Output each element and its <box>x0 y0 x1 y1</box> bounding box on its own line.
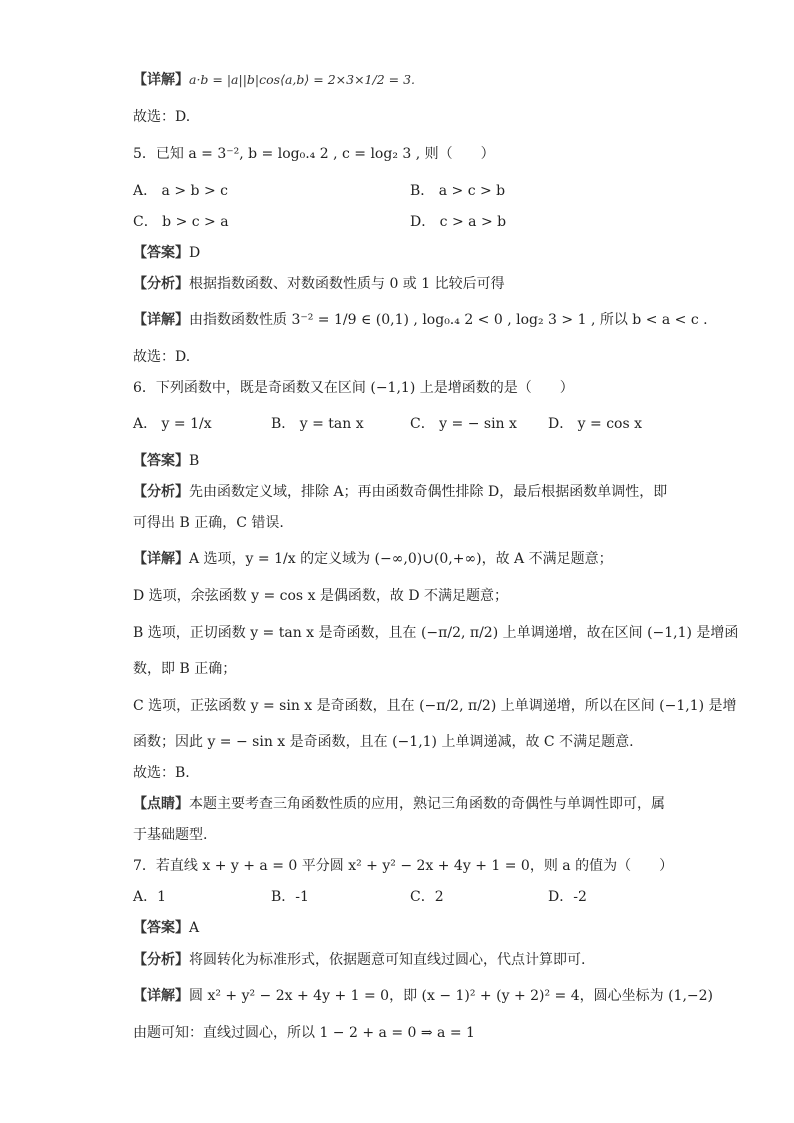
q6-analysis-1 <box>133 482 668 502</box>
q6-detail-3: B 选项，正切函数 y = tan x 是奇函数，且在 (−π/2, π/2) 上单调递增，故在区间 (−1,1) 是增函 <box>133 625 739 641</box>
answer-tag: 【答案】 <box>133 920 189 936</box>
q7-option-a: A．1 <box>133 889 167 905</box>
question-6-stem: 6．下列函数中，既是奇函数又在区间 (−1,1) 上是增函数的是（ ） <box>133 380 574 396</box>
q6-comment-2: 于基础题型. <box>133 827 208 843</box>
detail-tag: 【详解】 <box>133 312 189 328</box>
detail-tag: 【详解】 <box>133 72 189 88</box>
comment-tag: 【点睛】 <box>133 796 189 812</box>
detail-text: 由指数函数性质 3⁻² = 1/9 ∈ (0,1) , log₀.₄ 2 < 0 , log₂ 3 > 1 , 所以 b < a < c . <box>189 312 708 328</box>
detail-tag: 【详解】 <box>133 988 189 1004</box>
q7-option-b: B．-1 <box>271 889 309 905</box>
q7-option-c: C．2 <box>410 889 444 905</box>
q7-option-d: D．-2 <box>548 889 587 905</box>
detail-line-prev <box>133 70 664 90</box>
choose-line: 故选：D. <box>133 109 191 125</box>
answer-value: A <box>189 920 200 936</box>
q6-answer <box>133 451 664 471</box>
q5-option-a: A． a > b > c <box>133 183 228 199</box>
analysis-tag: 【分析】 <box>133 952 189 968</box>
question-5-stem: 5．已知 a = 3⁻², b = log₀.₄ 2 , c = log₂ 3 , 则（ ） <box>133 146 495 162</box>
answer-tag: 【答案】 <box>133 453 189 469</box>
q6-comment-1 <box>133 794 664 814</box>
analysis-text: 将圆转化为标准形式，依据题意可知直线过圆心，代点计算即可. <box>189 952 586 968</box>
q6-detail-4: 数，即 B 正确； <box>133 661 237 677</box>
answer-tag: 【答案】 <box>133 245 189 261</box>
q5-answer <box>133 243 664 263</box>
q6-option-a: A． y = 1/x <box>133 416 212 432</box>
detail-math: a·b = |a||b|cos⟨a,b⟩ = 2×3×1/2 = 3. <box>189 72 416 87</box>
answer-value: D <box>189 245 201 261</box>
q6-detail-1 <box>133 549 664 569</box>
analysis-tag: 【分析】 <box>133 484 189 500</box>
q6-detail-5: C 选项，正弦函数 y = sin x 是奇函数，且在 (−π/2, π/2) 上单调递增，所以在区间 (−1,1) 是增 <box>133 698 737 714</box>
q6-analysis-2: 可得出 B 正确，C 错误. <box>133 515 284 531</box>
analysis-tag: 【分析】 <box>133 276 189 292</box>
q5-detail <box>133 310 708 330</box>
question-7-stem: 7．若直线 x + y + a = 0 平分圆 x² + y² − 2x + 4y + 1 = 0，则 a 的值为（ ） <box>133 858 674 874</box>
answer-value: B <box>189 453 200 469</box>
q5-analysis <box>133 274 664 294</box>
q7-answer <box>133 918 664 938</box>
q6-option-b: B． y = tan x <box>271 416 364 432</box>
q7-analysis <box>133 950 664 970</box>
analysis-text: 根据指数函数、对数函数性质与 0 或 1 比较后可得 <box>189 276 505 292</box>
detail-text: A 选项，y = 1/x 的定义域为 (−∞,0)∪(0,+∞)，故 A 不满足题意； <box>189 551 613 567</box>
analysis-text: 先由函数定义域，排除 A；再由函数奇偶性排除 D，最后根据函数单调性，即 <box>189 484 668 500</box>
q6-option-d: D． y = cos x <box>548 416 643 432</box>
comment-text: 本题主要考查三角函数性质的应用，熟记三角函数的奇偶性与单调性即可，属 <box>189 796 665 812</box>
detail-text: 圆 x² + y² − 2x + 4y + 1 = 0，即 (x − 1)² + (y + 2)² = 4，圆心坐标为 (1,−2) <box>189 988 714 1004</box>
q6-option-c: C． y = − sin x <box>410 416 517 432</box>
q6-choose: 故选：B. <box>133 765 190 781</box>
q7-detail-2: 由题可知：直线过圆心，所以 1 − 2 + a = 0 ⇒ a = 1 <box>133 1025 475 1041</box>
q5-choose: 故选：D. <box>133 349 191 365</box>
q6-detail-2: D 选项，余弦函数 y = cos x 是偶函数，故 D 不满足题意； <box>133 588 509 604</box>
q6-detail-6: 函数；因此 y = − sin x 是奇函数，且在 (−1,1) 上单调递减，故 C 不满足题意. <box>133 734 634 750</box>
q7-detail <box>133 986 714 1006</box>
detail-tag: 【详解】 <box>133 551 189 567</box>
q5-option-c: C． b > c > a <box>133 214 229 230</box>
q5-option-b: B． a > c > b <box>410 183 506 199</box>
q5-option-d: D． c > a > b <box>410 214 507 230</box>
